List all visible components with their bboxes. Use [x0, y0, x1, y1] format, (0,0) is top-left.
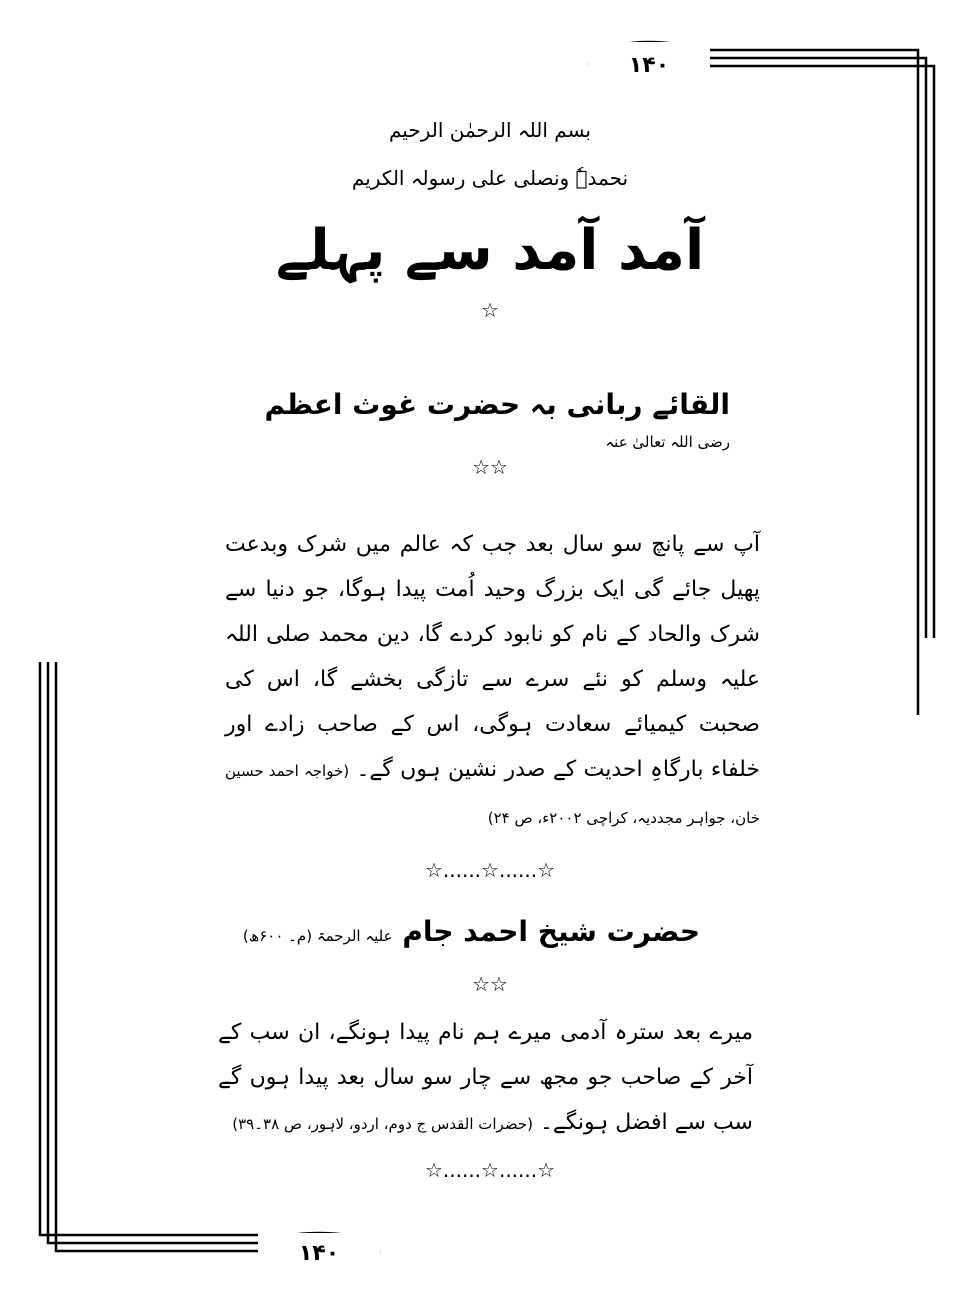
section1-heading: [230, 388, 730, 454]
section1-stars: ☆☆: [472, 455, 508, 479]
section1-paragraph: [225, 522, 760, 841]
section1-heading-text: القائے ربانی بہ حضرت غوث اعظم: [264, 388, 730, 421]
section1-heading-suffix: رضی اللہ تعالیٰ عنہ: [605, 433, 730, 451]
page-number-bottom: ١۴٠: [258, 1233, 380, 1273]
section2-stars: ☆☆: [472, 972, 508, 996]
star-ornament: ☆: [481, 298, 499, 322]
section1-paragraph-text: آپ سے پانچ سو سال بعد جب کہ عالم میں شرک وبدعت پھیل جائے گی ایک بزرگ وحید اُمت پیدا ہوگا، جو دنیا سے شرک والحاد کے نام کو نابود کردے گا، دین محمد صلی اللہ علیہ وسلم کو نئے سرے سے تازگی بخشے گا، اس کی صحبت کیمیائے سعادت ہوگی، اس کے صاحب زادے اور خلفاء بارگاہِ احدیت کے صدر نشین ہوں گے۔: [225, 532, 760, 782]
section2-heading-suffix: علیہ الرحمۃ (م۔ ۶۰۰ھ): [242, 927, 393, 945]
page-title: آمد آمد سے پہلے: [275, 218, 705, 283]
bismillah: بسم اللہ الرحمٰن الرحیم: [388, 118, 591, 142]
salutation: نحمدہٗ ونصلی علی رسولہ الکریم: [351, 166, 629, 190]
section1-citation: (خواجہ احمد حسین خان، جواہر مجددیہ، کراچی ۲۰۰۲ء، ص ۲۴): [225, 762, 760, 827]
section2-heading-text: حضرت شیخ احمد جام: [402, 915, 700, 948]
section2-paragraph: [218, 1010, 753, 1147]
page-number-top: ١۴٠: [588, 42, 710, 88]
section2-divider: ☆......☆......☆: [424, 1158, 556, 1182]
section2-citation: (حضرات القدس ج دوم، اردو، لاہور، ص ۳۸۔۳۹): [232, 1115, 533, 1133]
section2-paragraph-text: میرے بعد سترہ آدمی میرے ہم نام پیدا ہونگے، ان سب کے آخر کے صاحب جو مجھ سے چار سو سال بعد پیدا ہوں گے سب سے افضل ہونگے۔: [218, 1020, 753, 1135]
section2-heading: [230, 915, 700, 948]
section1-divider: ☆......☆......☆: [424, 858, 556, 882]
